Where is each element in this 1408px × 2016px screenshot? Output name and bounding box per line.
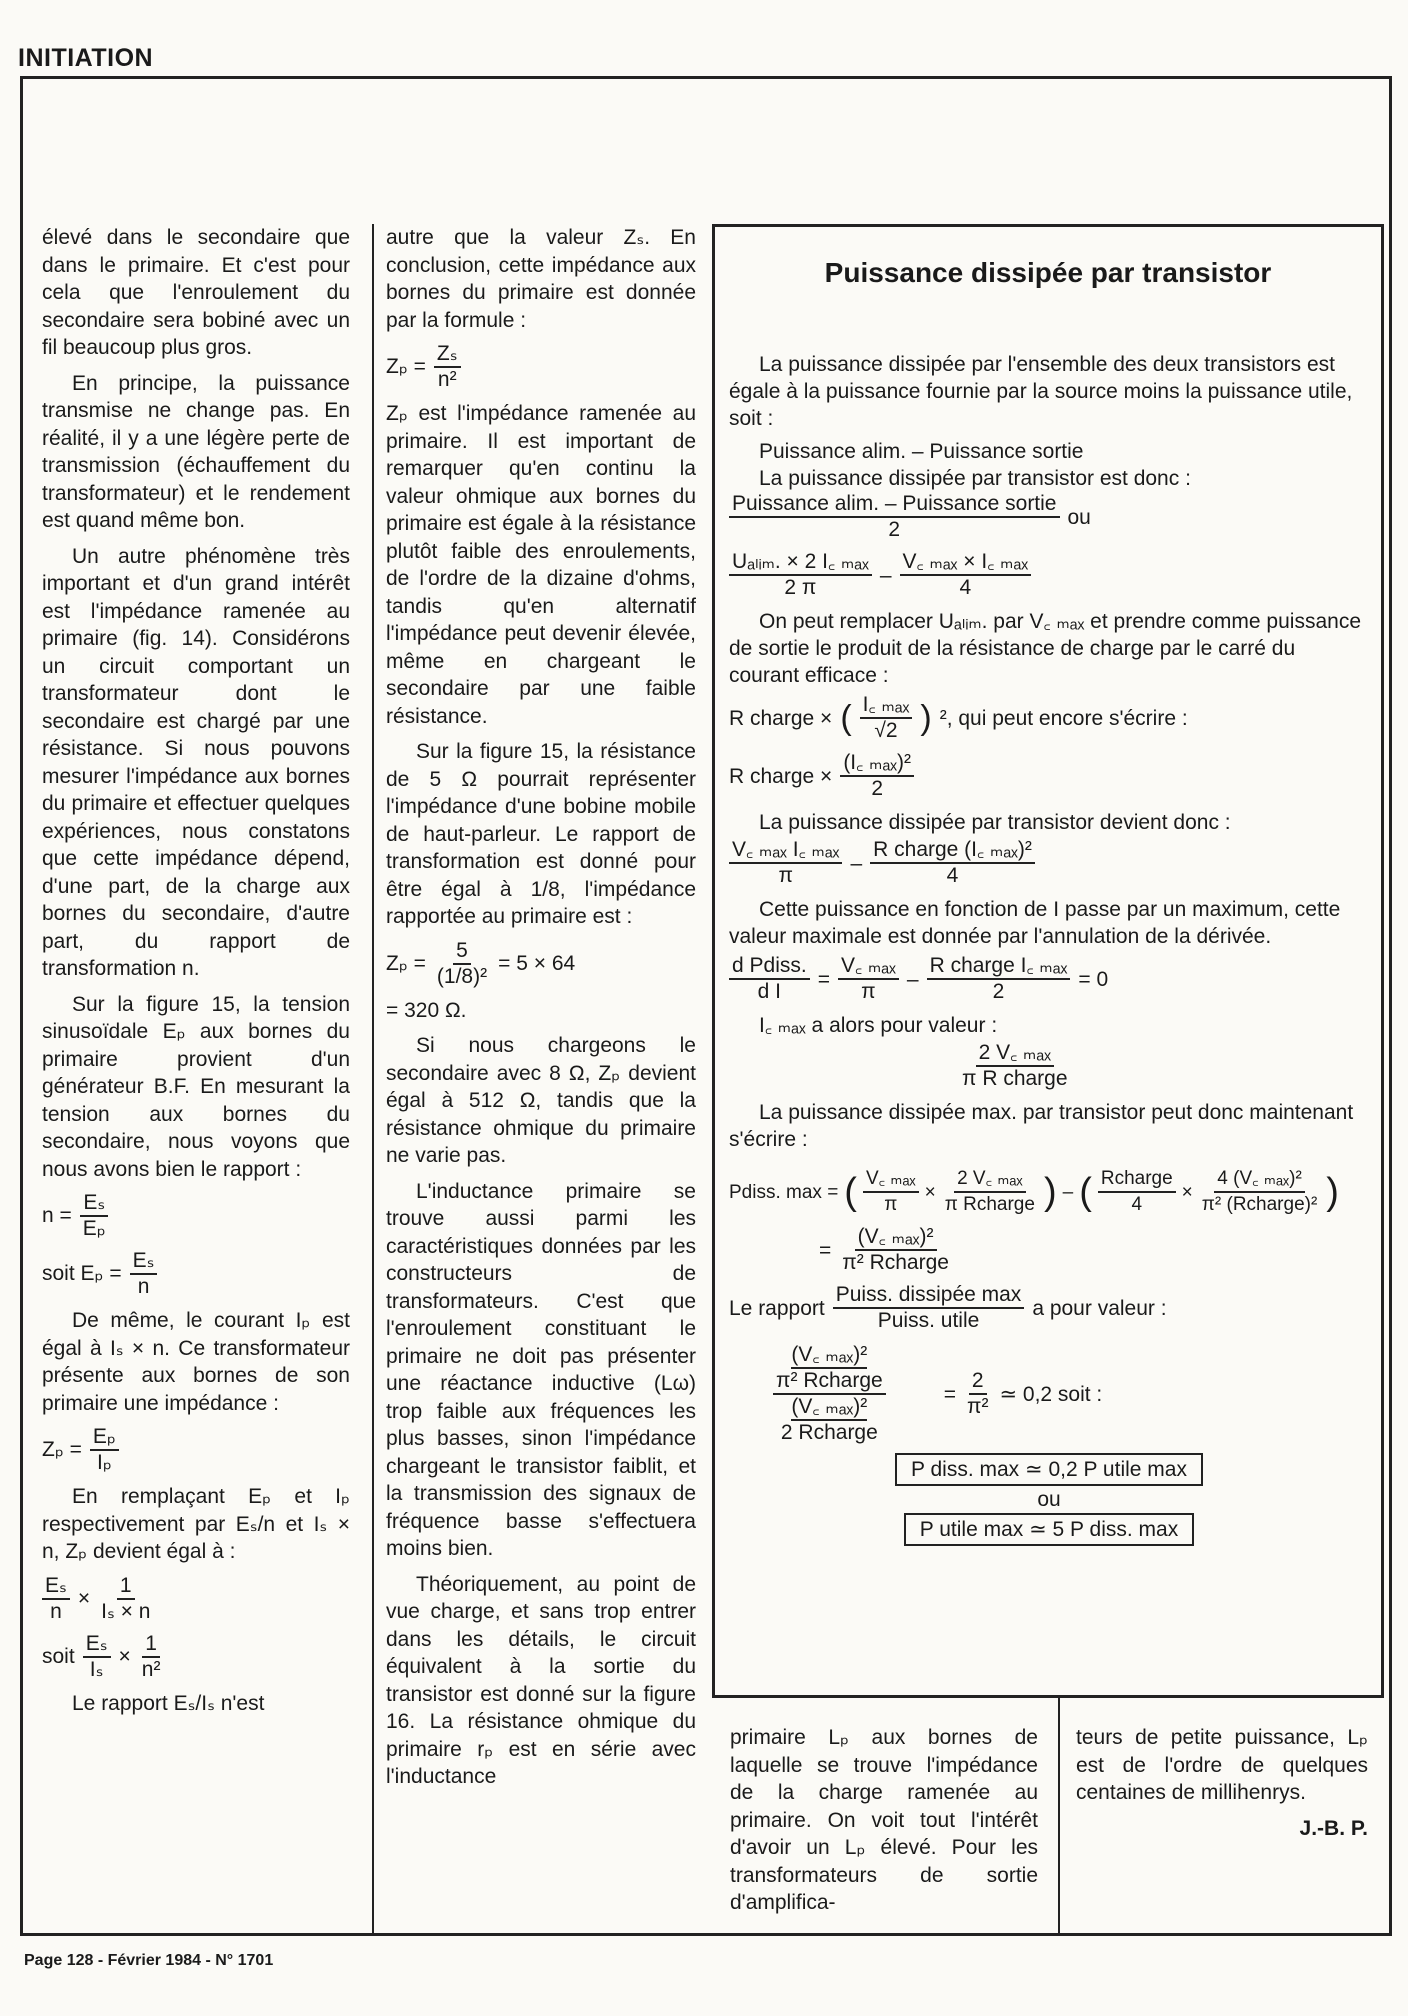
formula: soit $\frac{\text{Eₛ}}{\text{Iₛ}}$ × $\frac{1}{\text{n²}}$: [42, 1631, 161, 1681]
paragraph: Sur la figure 15, la résistance de 5 Ω pourrait représenter l'impédance d'une bobine mobile de haut-parleur. Le rapport de transformation est donné pour être égal à 1/8, l'impédance rapportée au primaire est :: [386, 740, 696, 928]
result-box: P utile max ≃ 5 P diss. max: [904, 1513, 1194, 1546]
paragraph: élevé dans le secondaire que dans le primaire. Et c'est pour cela que l'enroulement du secondaire sera bobiné avec un fil beaucoup plus gros.: [42, 226, 350, 359]
paragraph: On peut remplacer Uₐₗᵢₘ. par V꜀ ₘₐₓ et prendre comme puissance de sortie le produit de la résistance de charge par le carré du courant efficace :: [729, 610, 1361, 687]
formula: n = $\frac{\text{Eₛ}}{\text{Eₚ}}$: [42, 1191, 350, 1241]
paragraph: Zₚ est l'impédance ramenée au primaire. Il est important de remarquer qu'en continu la valeur ohmique aux bornes du primaire est égale à la résistance plutôt faible des enroulements, de l'ordre de la dizaine d'ohms, tandis qu'en alternatif l'impédance peut devenir élevée, même en chargeant le secondaire par une faible résistance.: [386, 402, 696, 728]
formula: Pdiss. max = ( $\frac{\text{V꜀ ₘₐₓ}}{\pi}$ × $\frac{\text{2 V꜀ ₘₐₓ}}{\text{π Rcharge}}$ ) – ( $\frac{\text{Rcharge}}{4}$ × $\frac{\text{4 (V꜀ ₘₐₓ)²}}{\text{π² (Rcharge)²}}$ ): [729, 1168, 1339, 1215]
formula: soit Eₚ = $\frac{\text{Eₛ}}{n}$: [42, 1249, 350, 1299]
formula: $\frac{\text{2 V꜀ ₘₐₓ}}{\text{π R charge}}$: [962, 1041, 1068, 1090]
paragraph: teurs de petite puissance, Lₚ est de l'ordre de quelques centaines de millihenrys.: [1076, 1726, 1368, 1804]
paragraph: La puissance dissipée max. par transistor peut donc maintenant s'écrire :: [729, 1101, 1354, 1151]
paragraph: De même, le courant Iₚ est égal à Iₛ × n. Ce transformateur présente aux bornes de son primaire une impédance :: [42, 1309, 350, 1415]
formula: R charge × ( $\frac{\text{I꜀ ₘₐₓ}}{√2}$ ) ², qui peut encore s'écrire :: [729, 693, 1188, 742]
formula: (V꜀ ₘₐₓ)² π² Rcharge (V꜀ ₘₐₓ)² 2 Rcharge = $\frac{2}{\text{π²}}$ ≃ 0,2 soit :: [729, 1343, 1369, 1445]
paragraph: Le rapport Eₛ/Iₛ n'est: [72, 1691, 265, 1715]
paragraph: Cette puissance en fonction de I passe par un maximum, cette valeur maximale est donnée par l'annulation de la dérivée.: [729, 898, 1341, 948]
paragraph: Théoriquement, au point de vue charge, et sans trop entrer dans les détails, le circuit équivalent à la sortie du transistor est donné sur la figure 16. La résistance ohmique du primaire rₚ est en série avec l'inductance: [386, 1572, 696, 1788]
section-header: INITIATION: [18, 44, 154, 72]
text-line: Puissance alim. – Puissance sortie: [759, 440, 1084, 463]
paragraph: Si nous chargeons le secondaire avec 8 Ω, Zₚ devient égal à 512 Ω, tandis que la résistance ohmique du primaire ne varie pas.: [386, 1034, 696, 1167]
paragraph: Un autre phénomène très important et d'un grand intérêt est l'impédance ramenée au primaire (fig. 14). Considérons un circuit comportant un transformateur dont le secondaire est chargé par une résistance. Si nous pouvons mesurer l'impédance aux bornes du primaire et effectuer quelques expériences, nous constatons que cette impédance dépend, d'une part, de la charge aux bornes du secondaire, d'autre part, du rapport de transformation n.: [42, 544, 350, 980]
column-1: [42, 224, 350, 1725]
text-line: I꜀ ₘₐₓ a alors pour valeur :: [759, 1014, 998, 1037]
result-box: P diss. max ≃ 0,2 P utile max: [895, 1453, 1203, 1486]
inset-body: [729, 351, 1369, 1546]
page-footer: Page 128 - Février 1984 - N° 1701: [24, 1952, 274, 1969]
formula: $\frac{\text{Puissance alim. – Puissance sortie}}{2}$ ou: [729, 492, 1369, 542]
inset-title: Puissance dissipée par transistor: [824, 257, 1272, 288]
formula: Le rapport $\frac{\text{Puiss. dissipée max}}{\text{Puiss. utile}}$ a pour valeur :: [729, 1283, 1167, 1332]
paragraph: L'inductance primaire se trouve aussi parmi les caractéristiques données par les constructeurs de transformateurs. C'est que l'enroulement constituant le primaire ne doit pas présenter une réactance inductive (Lω) trop faible aux fréquences les plus basses, sinon l'impédance chargeant le transistor faiblit, et la transmission des signaux de fréquence basse s'effectuera moins bien.: [386, 1179, 696, 1560]
text-line: ou: [1037, 1488, 1061, 1511]
paragraph: primaire Lₚ aux bornes de laquelle se trouve l'impédance de la charge ramenée au primaire. On voit tout l'intérêt d'avoir un Lₚ élevé. Pour les transformateurs de sortie d'amplifica-: [730, 1726, 1038, 1914]
paragraph: autre que la valeur Zₛ. En conclusion, cette impédance aux bornes du primaire est donnée par la formule :: [386, 226, 696, 332]
paragraph: Sur la figure 15, la tension sinusoïdale Eₚ aux bornes du primaire provient d'un générateur B.F. En mesurant la tension aux bornes du secondaire, nous voyons que nous avons bien le rapport :: [42, 992, 350, 1181]
result-block: [729, 1453, 1369, 1546]
formula: $\frac{\text{Eₛ}}{n}$ × $\frac{1}{\text{Iₛ × n}}$: [42, 1574, 350, 1624]
paragraph: En principe, la puissance transmise ne change pas. En réalité, il y a une légère perte de transmission (échauffement du transformateur) et le rendement est quand même bon.: [42, 371, 350, 532]
text-line: La puissance dissipée par transistor est donc :: [759, 467, 1191, 490]
formula-result: = 320 Ω.: [386, 998, 467, 1022]
inset-box: [712, 224, 1384, 1698]
column-3: [730, 1724, 1038, 1925]
formula: Zₚ = $\frac{\text{Zₛ}}{\text{n²}}$: [386, 342, 696, 392]
formula: R charge × $\frac{\text{(I꜀ ₘₐₓ)²}}{2}$: [729, 751, 1369, 801]
formula: Zₚ = $\frac{\text{Eₚ}}{\text{Iₚ}}$: [42, 1425, 350, 1475]
formula: Zₚ = $\frac{5}{\text{(1/8)²}}$ = 5 × 64: [386, 938, 576, 988]
paragraph: En remplaçant Eₚ et Iₚ respectivement par Eₛ/n et Iₛ × n, Zₚ devient égal à :: [42, 1485, 350, 1563]
text-line: La puissance dissipée par transistor devient donc :: [759, 811, 1231, 834]
column-2: [386, 224, 696, 1799]
paragraph: La puissance dissipée par l'ensemble des deux transistors est égale à la puissance fournie par la source moins la puissance utile, soit :: [729, 353, 1353, 430]
formula: = $\frac{\text{(V꜀ ₘₐₓ)²}}{\text{π² Rcharge}}$: [819, 1225, 949, 1274]
column-rule: [1058, 1698, 1060, 1934]
column-4: [1076, 1724, 1368, 1850]
column-rule: [372, 224, 374, 1934]
formula: $\frac{\text{V꜀ ₘₐₓ I꜀ ₘₐₓ}}{\pi}$ – $\frac{\text{R charge (I꜀ ₘₐₓ)²}}{4}$: [729, 838, 1369, 888]
author-signature: J.-B. P.: [1299, 1816, 1368, 1840]
formula: $\frac{\text{Uₐₗᵢₘ. × 2 I꜀ ₘₐₓ}}{2 \pi}$ – $\frac{\text{V꜀ ₘₐₓ × I꜀ ₘₐₓ}}{4}$: [729, 550, 1369, 600]
formula: $\frac{\text{d Pdiss.}}{\text{d I}}$ = $\frac{\text{V꜀ ₘₐₓ}}{\pi}$ – $\frac{\text{R charge I꜀ ₘₐₓ}}{2}$ = 0: [729, 954, 1369, 1004]
